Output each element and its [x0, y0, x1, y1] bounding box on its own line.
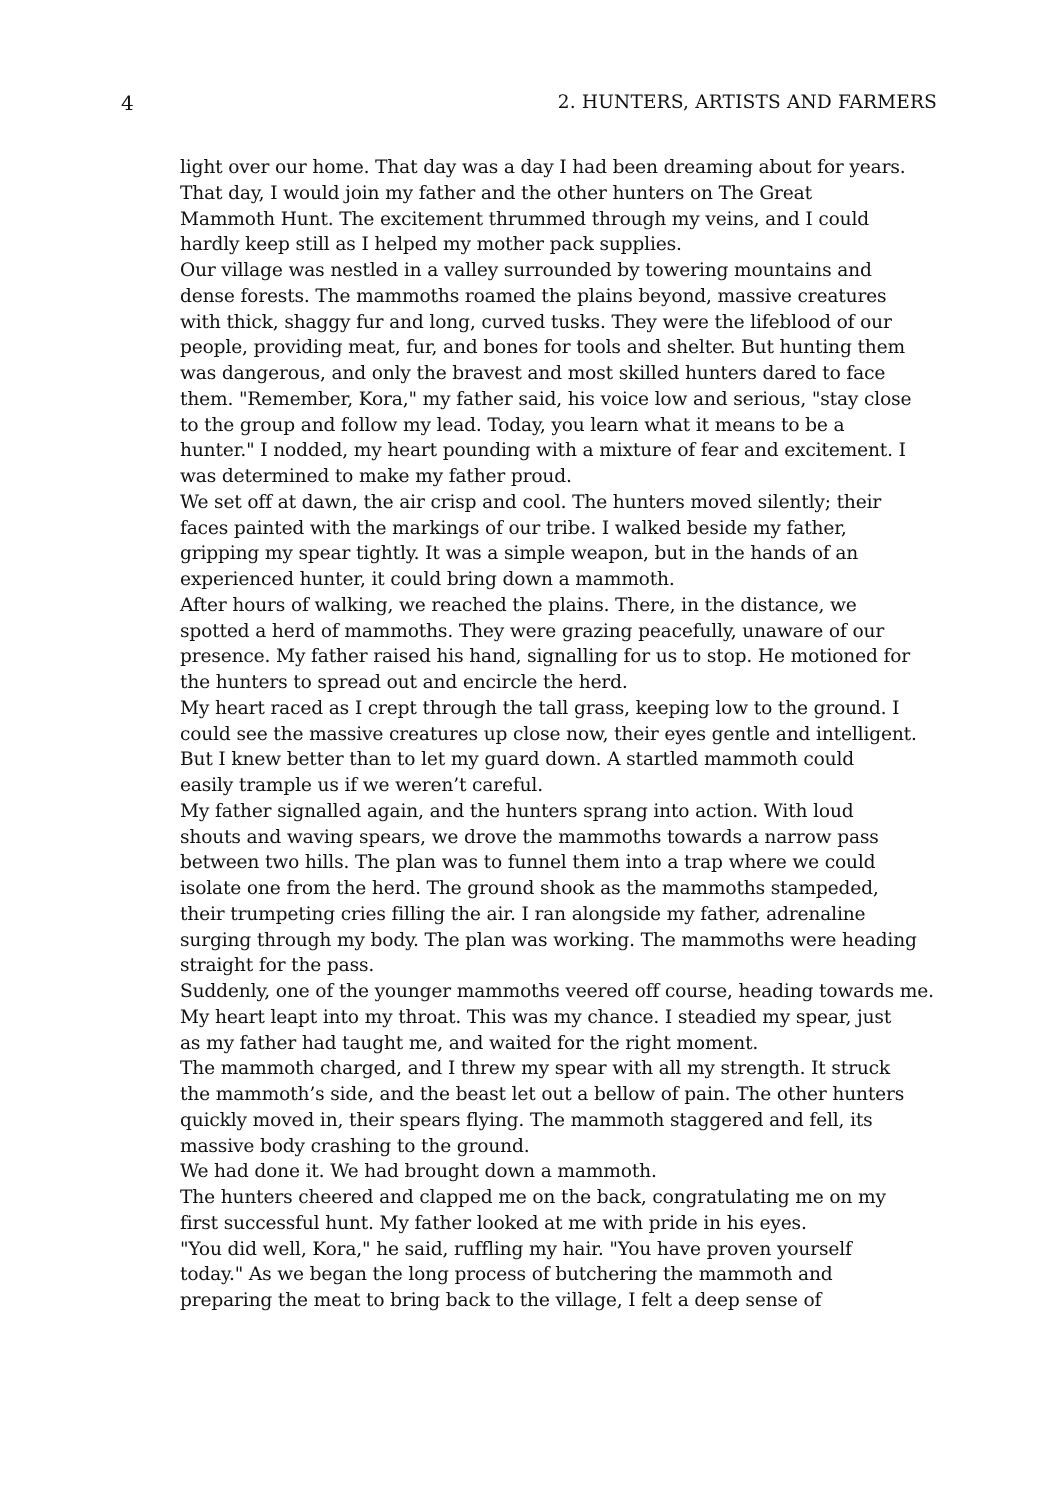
- text-line: today." As we began the long process of butchering the mammoth and: [180, 1264, 833, 1286]
- text-line: quickly moved in, their spears flying. The mammoth staggered and fell, its: [180, 1109, 873, 1131]
- text-line: isolate one from the herd. The ground shook as the mammoths stampeded,: [180, 878, 879, 899]
- text-line: was dangerous, and only the bravest and most skilled hunters dared to face: [180, 363, 886, 384]
- text-line: massive body crashing to the ground.: [180, 1135, 530, 1157]
- text-line: That day, I would join my father and the other hunters on The Great: [180, 182, 812, 204]
- text-line: surging through my body. The plan was working. The mammoths were heading: [180, 929, 917, 951]
- text-line: Our village was nestled in a valley surrounded by towering mountains and: [180, 260, 872, 281]
- text-line: Suddenly, one of the younger mammoths veered off course, heading towards me.: [180, 981, 934, 1002]
- text-line: dense forests. The mammoths roamed the plains beyond, massive creatures: [180, 285, 887, 307]
- text-line: the hunters to spread out and encircle the herd.: [180, 672, 628, 693]
- text-line: their trumpeting cries filling the air. I ran alongside my father, adrenaline: [180, 903, 866, 925]
- text-line: to the group and follow my lead. Today, you learn what it means to be a: [180, 414, 845, 436]
- text-line: easily trample us if we weren’t careful.: [180, 775, 543, 796]
- text-line: My heart raced as I crept through the tall grass, keeping low to the ground. I: [180, 697, 900, 719]
- text-line: experienced hunter, it could bring down a mammoth.: [180, 569, 675, 590]
- text-line: as my father had taught me, and waited for the right moment.: [180, 1032, 759, 1054]
- text-line: gripping my spear tightly. It was a simple weapon, but in the hands of an: [180, 543, 859, 565]
- page-number: 4: [121, 91, 134, 115]
- text-line: My father signalled again, and the hunters sprang into action. With loud: [180, 800, 854, 822]
- text-line: Mammoth Hunt. The excitement thrummed through my veins, and I could: [180, 208, 870, 230]
- text-line: hardly keep still as I helped my mother pack supplies.: [180, 234, 682, 256]
- text-line: the mammoth’s side, and the beast let out a bellow of pain. The other hunters: [180, 1084, 905, 1105]
- running-head: 2. HUNTERS, ARTISTS AND FARMERS: [557, 92, 937, 113]
- text-line: shouts and waving spears, we drove the mammoths towards a narrow pass: [180, 826, 879, 848]
- text-line: straight for the pass.: [180, 955, 375, 977]
- text-line: faces painted with the markings of our tribe. I walked beside my father,: [180, 517, 847, 539]
- text-line: My heart leapt into my throat. This was my chance. I steadied my spear, just: [180, 1006, 892, 1028]
- text-line: spotted a herd of mammoths. They were grazing peacefully, unaware of our: [180, 620, 885, 642]
- text-line: could see the massive creatures up close now, their eyes gentle and intelligent.: [180, 723, 917, 745]
- text-line: preparing the meat to bring back to the village, I felt a deep sense of: [180, 1290, 822, 1311]
- text-line: The mammoth charged, and I threw my spear with all my strength. It struck: [180, 1058, 891, 1080]
- text-line: them. "Remember, Kora," my father said, his voice low and serious, "stay close: [180, 388, 912, 410]
- text-line: "You did well, Kora," he said, ruffling my hair. "You have proven yourself: [180, 1238, 852, 1260]
- text-line: We had done it. We had brought down a mammoth.: [180, 1161, 657, 1183]
- body-text: [180, 155, 940, 1314]
- text-line: presence. My father raised his hand, signalling for us to stop. He motioned for: [180, 646, 911, 668]
- text-line: people, providing meat, fur, and bones for tools and shelter. But hunting them: [180, 337, 905, 359]
- text-line: But I knew better than to let my guard down. A startled mammoth could: [180, 749, 855, 771]
- text-line: was determined to make my father proud.: [180, 466, 572, 487]
- text-line: The hunters cheered and clapped me on the back, congratulating me on my: [180, 1187, 886, 1208]
- text-line: hunter." I nodded, my heart pounding with a mixture of fear and excitement. I: [180, 440, 906, 462]
- text-line: first successful hunt. My father looked at me with pride in his eyes.: [180, 1212, 807, 1234]
- text-line: light over our home. That day was a day I had been dreaming about for years.: [180, 157, 906, 178]
- text-line: We set off at dawn, the air crisp and cool. The hunters moved silently; their: [180, 491, 882, 513]
- text-line: After hours of walking, we reached the plains. There, in the distance, we: [180, 594, 857, 616]
- text-line: between two hills. The plan was to funnel them into a trap where we could: [180, 852, 876, 874]
- text-line: with thick, shaggy fur and long, curved tusks. They were the lifeblood of our: [180, 311, 892, 333]
